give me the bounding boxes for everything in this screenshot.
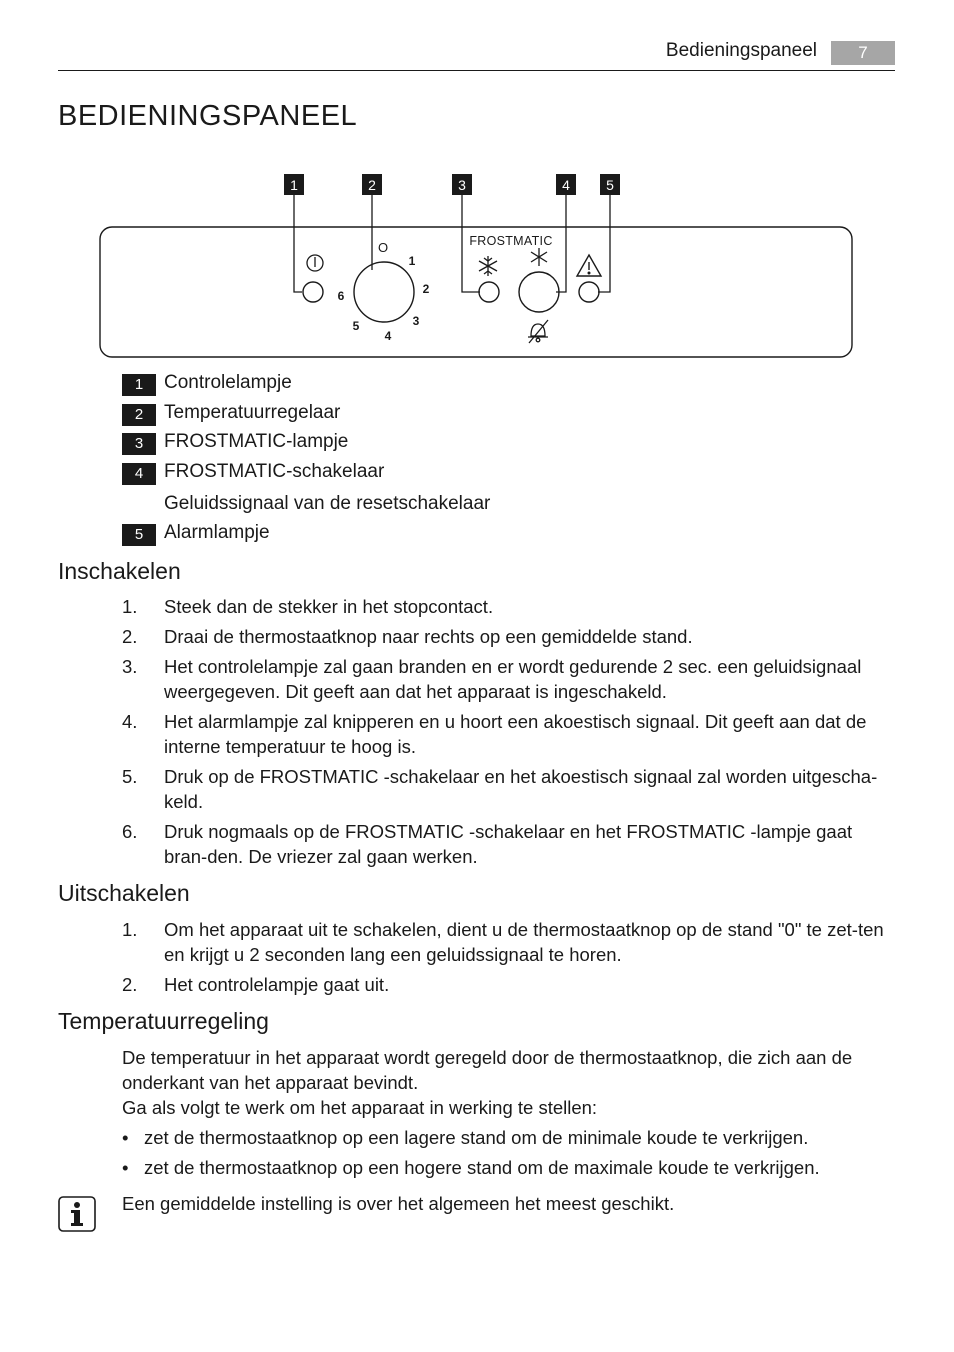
frostmatic-switch bbox=[519, 272, 559, 312]
legend-badge: 5 bbox=[122, 524, 156, 546]
list-text: Druk nogmaals op de FROSTMATIC -schakelaar en het FROSTMATIC -lampje gaat bran-den. De vriezer zal gaan werken. bbox=[164, 821, 853, 867]
paragraph: De temperatuur in het apparaat wordt geregeld door de thermostaatknop, die zich aan de onderkant van het apparaat bevindt. bbox=[122, 1047, 853, 1093]
callout-5 bbox=[600, 174, 620, 195]
alarm-lamp bbox=[579, 282, 599, 302]
header-rule bbox=[58, 70, 895, 71]
bullet-text: zet de thermostaatknop op een lagere stand om de minimale koude te verkrijgen. bbox=[144, 1127, 809, 1148]
legend-text: FROSTMATIC-lampje bbox=[164, 431, 349, 452]
running-header: Bedieningspaneel bbox=[665, 40, 817, 61]
callout-2 bbox=[362, 174, 382, 195]
list-number: 6. bbox=[122, 821, 138, 842]
list-text: Druk op de FROSTMATIC -schakelaar en het akoestisch signaal zal worden uitgescha-keld. bbox=[164, 766, 878, 812]
legend-badge: 2 bbox=[122, 404, 156, 426]
page-number: 7 bbox=[831, 41, 895, 65]
info-note: Een gemiddelde instelling is over het algemeen het meest geschikt. bbox=[122, 1193, 675, 1214]
list-text: Het controlelampje gaat uit. bbox=[164, 974, 390, 995]
warning-icon bbox=[577, 255, 601, 276]
legend-badge: 3 bbox=[122, 433, 156, 455]
control-panel-diagram bbox=[0, 160, 954, 365]
bullet-icon: • bbox=[122, 1157, 129, 1178]
section-heading-uitschakelen: Uitschakelen bbox=[58, 880, 190, 906]
callout-3 bbox=[452, 174, 472, 195]
section-heading-inschakelen: Inschakelen bbox=[58, 558, 181, 584]
callout-4 bbox=[556, 174, 576, 195]
legend-text: Temperatuurregelaar bbox=[164, 402, 341, 423]
list-text: Het controlelampje zal gaan branden en er wordt gedurende 2 sec. een geluidsignaal weergegeven. Dit geeft aan dat het apparaat is ingeschakeld. bbox=[164, 656, 862, 702]
list-text: Draai de thermostaatknop naar rechts op een gemiddelde stand. bbox=[164, 626, 693, 647]
legend-text: Alarmlampje bbox=[164, 522, 270, 543]
callout-1 bbox=[284, 174, 304, 195]
list-number: 1. bbox=[122, 596, 138, 617]
paragraph: Ga als volgt te werk om het apparaat in werking te stellen: bbox=[122, 1097, 598, 1118]
info-icon bbox=[58, 1196, 96, 1232]
list-number: 2. bbox=[122, 626, 138, 647]
bullet-icon: • bbox=[122, 1127, 129, 1148]
legend-badge: 1 bbox=[122, 374, 156, 396]
dial-mark-2: 2 bbox=[422, 282, 430, 296]
leader-lines bbox=[294, 195, 610, 292]
legend-text: Geluidssignaal van de resetschakelaar bbox=[164, 493, 491, 514]
thermostat-dial bbox=[354, 262, 414, 322]
dial-mark-6: 6 bbox=[337, 289, 345, 303]
frostmatic-label: FROSTMATIC bbox=[469, 234, 553, 248]
list-number: 5. bbox=[122, 766, 138, 787]
svg-text:3: 3 bbox=[458, 177, 466, 193]
list-number: 2. bbox=[122, 974, 138, 995]
dial-mark-0: O bbox=[377, 240, 389, 255]
svg-text:4: 4 bbox=[562, 177, 570, 193]
list-number: 1. bbox=[122, 919, 138, 940]
power-icon bbox=[307, 255, 323, 271]
bullet-text: zet de thermostaatknop op een hogere stand om de maximale koude te verkrijgen. bbox=[144, 1157, 820, 1178]
snowflake-icon bbox=[479, 256, 497, 276]
svg-text:2: 2 bbox=[368, 177, 376, 193]
section-heading-temperatuurregeling: Temperatuurregeling bbox=[58, 1008, 269, 1034]
frostmatic-lamp bbox=[479, 282, 499, 302]
list-text: Het alarmlampje zal knipperen en u hoort een akoestisch signaal. Dit geeft aan dat de interne temperatuur te hoog is. bbox=[164, 711, 867, 757]
svg-text:1: 1 bbox=[290, 177, 298, 193]
bell-muted-icon bbox=[528, 320, 548, 343]
page-title: BEDIENINGSPANEEL bbox=[58, 100, 358, 132]
dial-mark-3: 3 bbox=[412, 314, 420, 328]
dial-mark-5: 5 bbox=[352, 319, 360, 333]
svg-text:5: 5 bbox=[606, 177, 614, 193]
list-text: Steek dan de stekker in het stopcontact. bbox=[164, 596, 494, 617]
control-lamp bbox=[303, 282, 323, 302]
dial-mark-1: 1 bbox=[408, 254, 416, 268]
list-number: 3. bbox=[122, 656, 138, 677]
legend-text: Controlelampje bbox=[164, 372, 292, 393]
list-text: Om het apparaat uit te schakelen, dient u de thermostaatknop op de stand "0" te zet-ten en krijgt u 2 seconden lang een geluidssignaal te horen. bbox=[164, 919, 884, 965]
snowflake-icon bbox=[531, 248, 547, 266]
legend-badge: 4 bbox=[122, 463, 156, 485]
list-number: 4. bbox=[122, 711, 138, 732]
legend-text: FROSTMATIC-schakelaar bbox=[164, 461, 385, 482]
dial-mark-4: 4 bbox=[384, 329, 392, 343]
